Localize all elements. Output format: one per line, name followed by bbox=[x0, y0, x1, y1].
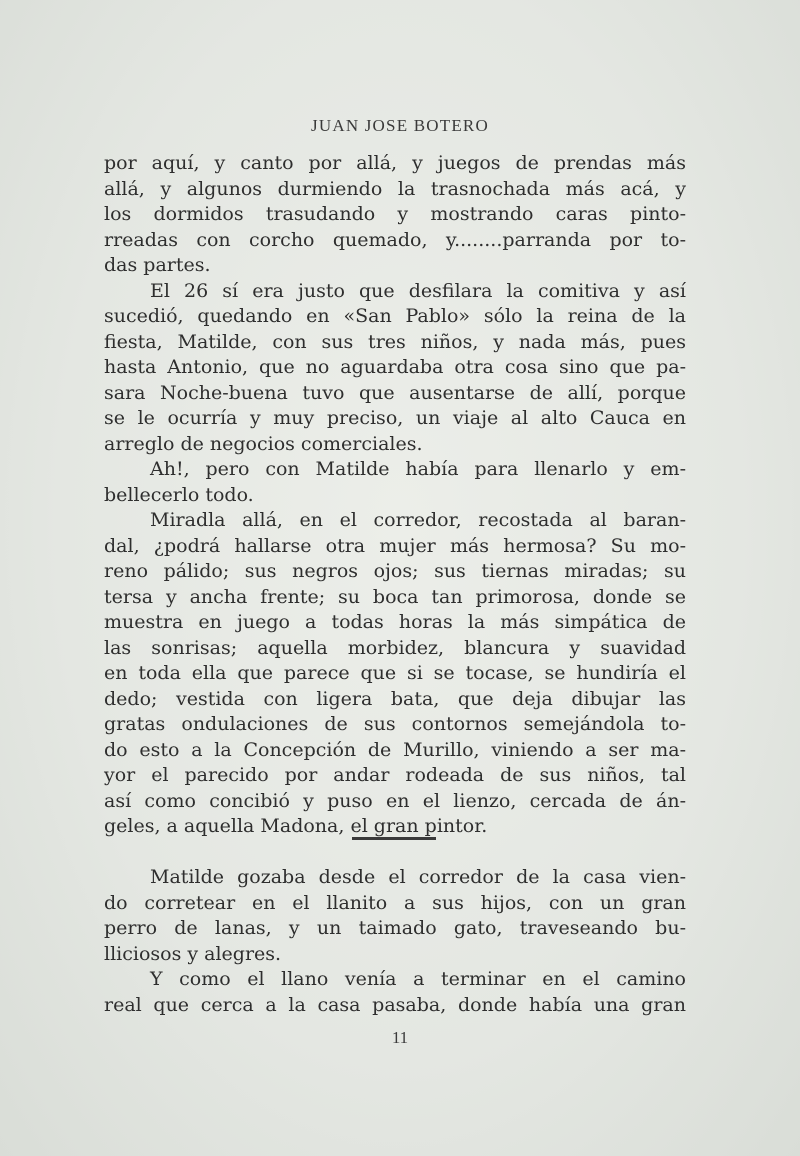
text-line: lliciosos y alegres. bbox=[104, 942, 282, 965]
text-line: Miradla allá, en el corredor, recostada al baran- bbox=[150, 509, 686, 531]
text-line: arreglo de negocios comerciales. bbox=[104, 432, 423, 455]
text-line: tersa y ancha frente; su boca tan primorosa, donde se bbox=[104, 585, 686, 608]
text-line: real que cerca a la casa pasaba, donde había una gran bbox=[104, 993, 686, 1016]
text-line: yor el parecido por andar rodeada de sus niños, tal bbox=[104, 764, 686, 786]
text-line: Ah!, pero con Matilde había para llenarlo y em- bbox=[150, 458, 686, 480]
text-line: Y como el llano venía a terminar en el camino bbox=[150, 968, 686, 990]
text-line: las sonrisas; aquella morbidez, blancura y suavidad bbox=[104, 636, 686, 659]
text-line: hasta Antonio, que no aguardaba otra cosa sino que pa- bbox=[104, 356, 686, 378]
text-line: bellecerlo todo. bbox=[104, 483, 254, 506]
running-header: JUAN JOSE BOTERO bbox=[311, 116, 489, 135]
text-line: do esto a la Concepción de Murillo, viniendo a ser ma- bbox=[104, 738, 686, 761]
text-line: gratas ondulaciones de sus contornos semejándola to- bbox=[104, 713, 686, 735]
text-line: perro de lanas, y un taimado gato, traveseando bu- bbox=[104, 917, 686, 939]
body-text-block-1 bbox=[104, 151, 686, 840]
text-line: se le ocurría y muy preciso, un viaje al alto Cauca en bbox=[104, 407, 686, 429]
body-text-block-2 bbox=[104, 865, 686, 1018]
text-line: do corretear en el llanito a sus hijos, con un gran bbox=[104, 891, 686, 914]
text-line: allá, y algunos durmiendo la trasnochada más acá, y bbox=[104, 177, 686, 200]
text-line: así como concibió y puso en el lienzo, cercada de án- bbox=[104, 789, 686, 812]
text-line: muestra en juego a todas horas la más simpática de bbox=[104, 611, 686, 633]
text-line: sara Noche-buena tuvo que ausentarse de allí, porque bbox=[104, 381, 686, 404]
text-line: los dormidos trasudando y mostrando caras pinto- bbox=[104, 203, 686, 225]
text-line: geles, a aquella Madona, el gran pintor. bbox=[104, 815, 488, 837]
text-line: Matilde gozaba desde el corredor de la casa vien- bbox=[150, 866, 686, 888]
section-divider bbox=[352, 837, 436, 840]
text-line: dal, ¿podrá hallarse otra mujer más hermosa? Su mo- bbox=[104, 534, 686, 557]
text-line: sucedió, quedando en «San Pablo» sólo la reina de la bbox=[104, 305, 686, 327]
text-line: das partes. bbox=[104, 254, 211, 276]
text-line: fiesta, Matilde, con sus tres niños, y nada más, pues bbox=[104, 330, 686, 353]
text-line: dedo; vestida con ligera bata, que deja dibujar las bbox=[104, 687, 686, 710]
text-line: por aquí, y canto por allá, y juegos de prendas más bbox=[104, 152, 686, 174]
text-line: reno pálido; sus negros ojos; sus tiernas miradas; su bbox=[104, 560, 686, 582]
page-number: 11 bbox=[391, 1028, 409, 1047]
text-line: rreadas con corcho quemado, y........parranda por to- bbox=[104, 228, 686, 251]
text-line: en toda ella que parece que si se tocase, se hundiría el bbox=[104, 662, 686, 684]
text-line: El 26 sí era justo que desfilara la comitiva y así bbox=[150, 279, 686, 302]
